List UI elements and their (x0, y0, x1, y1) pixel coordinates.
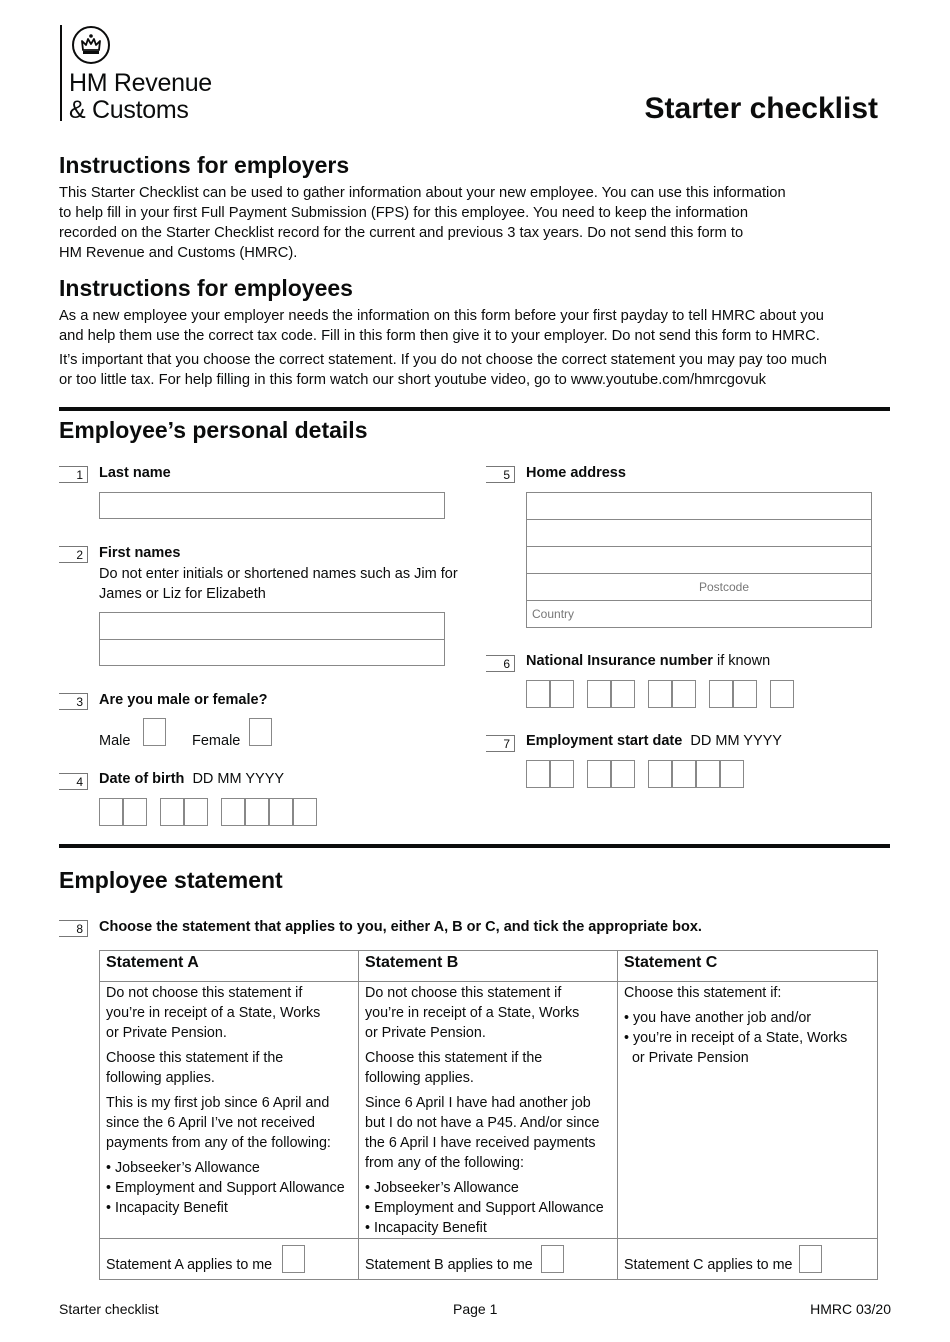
question-number: 7 (486, 735, 515, 752)
male-label: Male (99, 733, 131, 749)
statement-b-checkbox[interactable] (541, 1245, 564, 1273)
footer-form-name: Starter checklist (59, 1301, 159, 1317)
address-line-3[interactable] (527, 547, 871, 574)
dob-digit-box[interactable] (221, 798, 245, 826)
dob-digit-box[interactable] (293, 798, 317, 826)
country-placeholder: Country (532, 607, 575, 621)
ni-char-box[interactable] (770, 680, 794, 708)
ni-label-suffix: if known (716, 653, 771, 669)
text-line: or too little tax. For help filling in this form watch our short youtube video, go to www.youtube.com/hmrcgovuk (59, 372, 766, 388)
text-line: payments from any of the following: (106, 1135, 331, 1151)
ni-char-box[interactable] (587, 680, 611, 708)
first-names-help (99, 564, 458, 604)
text-line: you’re in receipt of a State, Works (365, 1005, 580, 1021)
text-line: recorded on the Starter Checklist record for the current and previous 3 tax years. Do not send this form to (59, 225, 744, 241)
statement-a-apply-label: Statement A applies to me (106, 1257, 273, 1273)
dob-label-text: Date of birth (99, 771, 185, 787)
text-line: Choose this statement if the (106, 1050, 284, 1066)
employees-heading: Instructions for employees (59, 275, 353, 301)
text-line: Do not choose this statement if (365, 985, 562, 1001)
statement-paragraph (106, 1048, 352, 1088)
home-address-label: Home address (526, 465, 626, 481)
text-line: following applies. (106, 1070, 215, 1086)
first-names-field[interactable] (99, 612, 445, 666)
ni-char-box[interactable] (648, 680, 672, 708)
text-line: This is my first job since 6 April and (106, 1095, 330, 1111)
logo-rule (60, 25, 62, 121)
text-line: HM Revenue and Customs (HMRC). (59, 245, 298, 261)
ni-char-box[interactable] (550, 680, 574, 708)
dob-digit-box[interactable] (160, 798, 184, 826)
text-line: and help them use the correct tax code. Fill in this form then give it to your employer. Do not send this form to HMRC. (59, 328, 820, 344)
statement-c-apply-cell (618, 1239, 878, 1280)
list-item: • Employment and Support Allowance (365, 1200, 604, 1216)
first-names-label: First names (99, 545, 181, 561)
crown-crest-icon (72, 26, 110, 64)
ni-number-label (526, 653, 770, 669)
ni-char-box[interactable] (611, 680, 635, 708)
text-line: following applies. (365, 1070, 474, 1086)
address-line-1[interactable] (527, 493, 871, 520)
employees-instructions-2 (59, 350, 827, 390)
employers-heading: Instructions for employers (59, 152, 350, 178)
list-item: • you’re in receipt of a State, Works (624, 1030, 848, 1046)
start-date-digit-box[interactable] (672, 760, 696, 788)
text-line: you’re in receipt of a State, Works (106, 1005, 321, 1021)
list-item: • Jobseeker’s Allowance (106, 1160, 260, 1176)
text-line: Do not choose this statement if (106, 985, 303, 1001)
start-date-digit-box[interactable] (526, 760, 550, 788)
statement-c-title: Statement C (618, 951, 878, 982)
last-name-label: Last name (99, 465, 171, 481)
footer-form-code: HMRC 03/20 (810, 1301, 891, 1317)
statement-b-body (359, 982, 618, 1239)
statement-a-apply-cell (100, 1239, 359, 1280)
help-line: James or Liz for Elizabeth (99, 586, 266, 602)
help-line: Do not enter initials or shortened names such as Jim for (99, 566, 458, 582)
text-line: Choose this statement if the (365, 1050, 543, 1066)
personal-details-heading: Employee’s personal details (59, 417, 368, 443)
question-number: 5 (486, 466, 515, 483)
statement-c-apply-label: Statement C applies to me (624, 1257, 793, 1273)
question-number: 2 (59, 546, 88, 563)
start-date-digit-box[interactable] (611, 760, 635, 788)
benefit-list (106, 1158, 352, 1218)
logo-line-2: & Customs (69, 96, 189, 124)
statement-instruction: Choose the statement that applies to you, either A, B or C, and tick the appropriate box. (99, 919, 702, 935)
statement-paragraph (365, 1048, 611, 1088)
text-line: This Starter Checklist can be used to gather information about your new employee. You can use this information (59, 185, 786, 201)
start-date-digit-box[interactable] (720, 760, 744, 788)
statement-table (99, 950, 878, 1280)
list-item: or Private Pension (624, 1050, 749, 1066)
ni-char-box[interactable] (526, 680, 550, 708)
list-item: • Employment and Support Allowance (106, 1180, 345, 1196)
statement-paragraph (365, 983, 611, 1043)
ni-char-box[interactable] (672, 680, 696, 708)
text-line: or Private Pension. (365, 1025, 486, 1041)
employees-instructions-1 (59, 306, 824, 346)
start-date-digit-box[interactable] (648, 760, 672, 788)
text-line: to help fill in your first Full Payment Submission (FPS) for this employee. You need to keep the information (59, 205, 749, 221)
section-divider (59, 844, 890, 848)
question-number: 3 (59, 693, 88, 710)
start-date-label (526, 733, 782, 749)
home-address-field[interactable] (526, 492, 872, 628)
last-name-field[interactable] (99, 492, 445, 519)
list-item: • Incapacity Benefit (365, 1220, 487, 1236)
first-names-line-1[interactable] (100, 613, 444, 640)
question-number: 1 (59, 466, 88, 483)
statement-a-title: Statement A (100, 951, 359, 982)
question-number: 8 (59, 920, 88, 937)
dob-digit-box[interactable] (184, 798, 208, 826)
statement-paragraph (106, 983, 352, 1043)
list-item: • you have another job and/or (624, 1010, 812, 1026)
text-line: from any of the following: (365, 1155, 524, 1171)
text-line: since the 6 April I’ve not received (106, 1115, 316, 1131)
postcode-placeholder: Postcode (699, 580, 750, 594)
female-checkbox[interactable] (249, 718, 272, 746)
dob-digit-box[interactable] (99, 798, 123, 826)
start-date-digit-box[interactable] (550, 760, 574, 788)
statement-b-apply-label: Statement B applies to me (365, 1257, 533, 1273)
dob-digit-box[interactable] (269, 798, 293, 826)
text-line: or Private Pension. (106, 1025, 227, 1041)
start-date-digit-box[interactable] (696, 760, 720, 788)
document-title: Starter checklist (644, 92, 878, 125)
dob-digit-box[interactable] (245, 798, 269, 826)
statement-a-body (100, 982, 359, 1239)
postcode-field[interactable] (527, 574, 871, 601)
female-label: Female (192, 733, 241, 749)
date-of-birth-label (99, 771, 284, 787)
question-number: 4 (59, 773, 88, 790)
ni-label-text: National Insurance number (526, 653, 713, 669)
statement-c-body (618, 982, 878, 1239)
text-line: the 6 April I have received payments (365, 1135, 596, 1151)
start-date-digit-box[interactable] (587, 760, 611, 788)
list-item: • Incapacity Benefit (106, 1200, 228, 1216)
start-date-format: DD MM YYYY (690, 733, 782, 749)
statement-a-checkbox[interactable] (282, 1245, 305, 1273)
first-names-line-2[interactable] (100, 640, 444, 667)
section-divider (59, 407, 890, 411)
employers-instructions (59, 183, 786, 263)
country-field[interactable] (527, 601, 871, 628)
logo-line-1: HM Revenue (69, 69, 212, 97)
statement-b-title: Statement B (359, 951, 618, 982)
condition-list (624, 1008, 871, 1068)
benefit-list (365, 1178, 611, 1238)
statement-paragraph (624, 983, 871, 1003)
employee-statement-heading: Employee statement (59, 867, 283, 893)
dob-digit-box[interactable] (123, 798, 147, 826)
text-line: Choose this statement if: (624, 985, 782, 1001)
statement-paragraph (106, 1093, 352, 1153)
ni-char-box[interactable] (709, 680, 733, 708)
male-checkbox[interactable] (143, 718, 166, 746)
footer-page-number: Page 1 (453, 1301, 498, 1317)
ni-char-box[interactable] (733, 680, 757, 708)
text-line: Since 6 April I have had another job (365, 1095, 591, 1111)
text-line: but I do not have a P45. And/or since (365, 1115, 600, 1131)
address-line-2[interactable] (527, 520, 871, 547)
hmrc-logo-text (69, 70, 212, 124)
statement-c-checkbox[interactable] (799, 1245, 822, 1273)
text-line: It’s important that you choose the correct statement. If you do not choose the correct statement you may pay too much (59, 352, 827, 368)
list-item: • Jobseeker’s Allowance (365, 1180, 519, 1196)
gender-label: Are you male or female? (99, 692, 268, 708)
dob-format: DD MM YYYY (192, 771, 285, 787)
text-line: As a new employee your employer needs the information on this form before your first payday to tell HMRC about you (59, 308, 824, 324)
start-date-label-text: Employment start date (526, 733, 683, 749)
question-number: 6 (486, 655, 515, 672)
statement-paragraph (365, 1093, 611, 1173)
statement-b-apply-cell (359, 1239, 618, 1280)
